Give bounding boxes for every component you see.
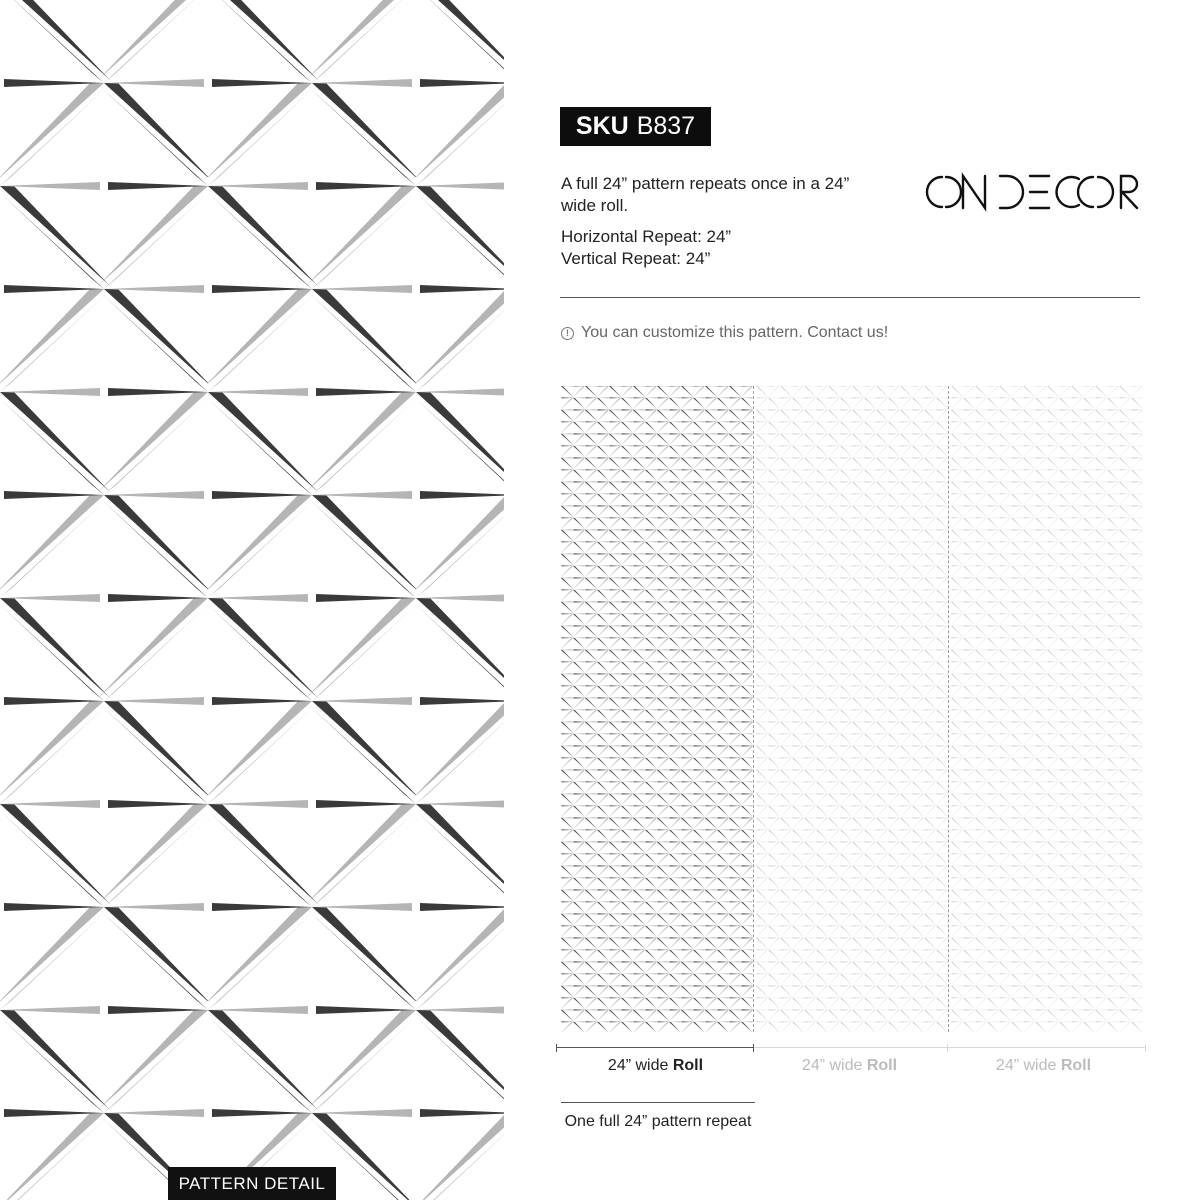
info-icon: ! [561, 327, 574, 340]
roll-preview-3 [951, 386, 1143, 1032]
pattern-large-svg [0, 0, 504, 1200]
roll-width-marker-2 [754, 1044, 948, 1052]
roll-pattern-2 [756, 386, 948, 1032]
customize-notice[interactable] [561, 324, 888, 342]
roll-caption-3 [946, 1057, 1141, 1075]
roll-caption-2-bold: Roll [866, 1057, 898, 1074]
sku-code: B837 [636, 112, 696, 140]
pattern-repeat-marker [561, 1099, 755, 1107]
sku-label: SKU [575, 112, 629, 140]
roll-caption-3-bold: Roll [1060, 1057, 1092, 1074]
roll-pattern-3 [951, 386, 1143, 1032]
roll-preview-1 [561, 386, 753, 1032]
roll-caption-3-prefix: 24” wide [995, 1057, 1061, 1074]
ondecor-logo [925, 170, 1143, 214]
roll-caption-1-prefix: 24” wide [607, 1057, 673, 1074]
horizontal-repeat: Horizontal Repeat: 24” [561, 227, 732, 246]
roll-seam-1 [753, 386, 754, 1032]
roll-caption-2 [752, 1057, 947, 1075]
roll-caption-2-prefix: 24” wide [801, 1057, 867, 1074]
roll-seam-2 [948, 386, 949, 1032]
roll-width-marker-1 [556, 1044, 754, 1052]
vertical-repeat: Vertical Repeat: 24” [561, 249, 711, 268]
pattern-detail-image [0, 0, 504, 1200]
section-divider [560, 297, 1140, 298]
roll-width-marker-3 [948, 1044, 1146, 1052]
roll-preview-2 [756, 386, 948, 1032]
roll-caption-1-bold: Roll [672, 1057, 704, 1074]
roll-caption-1 [558, 1057, 753, 1075]
customize-notice-text: You can customize this pattern. Contact us! [581, 324, 889, 341]
pattern-detail-badge: PATTERN DETAIL [168, 1167, 336, 1200]
roll-pattern-1 [561, 386, 753, 1032]
pattern-repeat-caption: One full 24” pattern repeat [564, 1113, 752, 1130]
repeat-description: A full 24” pattern repeats once in a 24” wide roll. [561, 174, 850, 215]
sku-badge [560, 107, 711, 146]
